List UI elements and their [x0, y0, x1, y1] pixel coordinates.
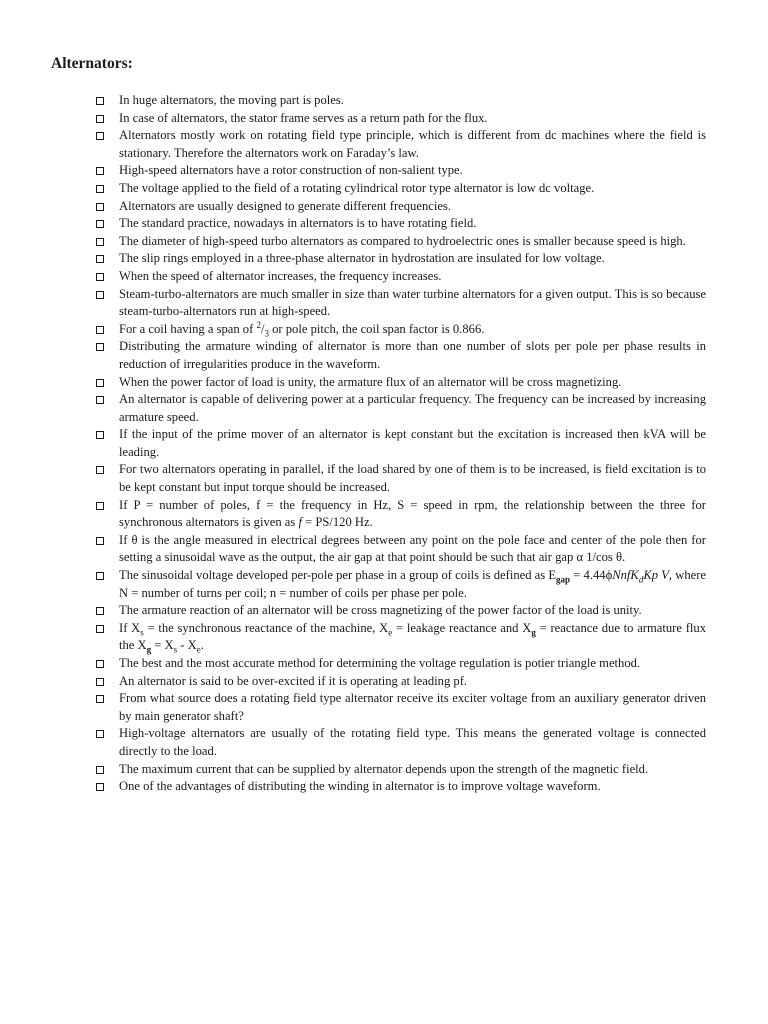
list-item — [96, 725, 706, 760]
square-bullet-icon — [96, 273, 104, 281]
list-item — [96, 461, 706, 496]
list-item — [96, 778, 706, 796]
list-item-text: The voltage applied to the field of a rotating cylindrical rotor type alternator is low dc voltage. — [119, 180, 595, 195]
square-bullet-icon — [96, 431, 104, 439]
list-item — [96, 338, 706, 373]
square-bullet-icon — [96, 326, 104, 334]
list-item-text: When the power factor of load is unity, the armature flux of an alternator will be cross magnetizing. — [119, 374, 622, 389]
square-bullet-icon — [96, 625, 104, 633]
list-item-text: The diameter of high-speed turbo alternators as compared to hydroelectric ones is smaller because speed is high. — [119, 233, 686, 248]
square-bullet-icon — [96, 466, 104, 474]
list-item — [96, 92, 706, 110]
square-bullet-icon — [96, 220, 104, 228]
list-item-text: One of the advantages of distributing the winding in alternator is to improve voltage waveform. — [119, 779, 601, 794]
square-bullet-icon — [96, 660, 104, 668]
list-item-text: High-voltage alternators are usually of the rotating field type. This means the generated voltage is connected directly to the load. — [119, 726, 706, 758]
square-bullet-icon — [96, 537, 104, 545]
square-bullet-icon — [96, 255, 104, 263]
list-item — [96, 127, 706, 162]
list-item — [96, 761, 706, 779]
list-item — [96, 321, 706, 339]
square-bullet-icon — [96, 695, 104, 703]
square-bullet-icon — [96, 132, 104, 140]
list-item — [96, 567, 706, 602]
list-item — [96, 655, 706, 673]
list-item — [96, 110, 706, 128]
list-item — [96, 673, 706, 691]
list-item — [96, 286, 706, 321]
list-item-text: If the input of the prime mover of an alternator is kept constant but the excitation is increased then kVA will be leading. — [119, 427, 706, 459]
list-item-text: The slip rings employed in a three-phase alternator in hydrostation are insulated for low voltage. — [119, 251, 605, 266]
list-item — [96, 162, 706, 180]
square-bullet-icon — [96, 203, 104, 211]
list-item-text: From what source does a rotating field type alternator receive its exciter voltage from an auxiliary generator driven by main generator shaft? — [119, 691, 706, 723]
square-bullet-icon — [96, 238, 104, 246]
list-item — [96, 391, 706, 426]
list-item — [96, 532, 706, 567]
list-item-text: For a coil having a span of $^2/_3$ or pole pitch, the coil span factor is 0.866. — [119, 319, 485, 339]
list-item-text: Alternators mostly work on rotating field type principle, which is different from dc machines where the field is stationary. Therefore the alternators work on Faraday’s law. — [119, 128, 706, 160]
square-bullet-icon — [96, 783, 104, 791]
square-bullet-icon — [96, 97, 104, 105]
list-item — [96, 215, 706, 233]
list-item-text: When the speed of alternator increases, the frequency increases. — [119, 268, 442, 283]
square-bullet-icon — [96, 730, 104, 738]
list-item-text: Steam-turbo-alternators are much smaller in size than water turbine alternators for a given output. This is so because steam-turbo-alternators run at high-speed. — [119, 286, 706, 319]
list-item-text: Distributing the armature winding of alternator is more than one number of slots per pole per phase results in reduction of irregularities produce in the waveform. — [119, 339, 706, 371]
list-item — [96, 180, 706, 198]
square-bullet-icon — [96, 678, 104, 686]
list-item — [96, 250, 706, 268]
list-item-text: For two alternators operating in parallel, if the load shared by one of them is to be increased, is field excitation is to be kept constant but input torque should be increased. — [119, 462, 706, 495]
list-item — [96, 602, 706, 620]
list-item-text: In huge alternators, the moving part is poles. — [119, 93, 344, 107]
list-item — [96, 198, 706, 216]
square-bullet-icon — [96, 343, 104, 351]
list-item-text: An alternator is capable of delivering power at a particular frequency. The frequency can be increased by increasing armature speed. — [119, 392, 706, 424]
square-bullet-icon — [96, 766, 104, 774]
list-item-text: The maximum current that can be supplied by alternator depends upon the strength of the magnetic field. — [119, 761, 649, 776]
list-item-text: Alternators are usually designed to generate different frequencies. — [119, 198, 451, 213]
list-item-text: If θ is the angle measured in electrical degrees between any point on the pole face and center of the pole then for setting a sinusoidal wave as the output, the air gap at that point should be such that air gap α 1/cos θ. — [119, 532, 706, 565]
list-item-text: The standard practice, nowadays in alternators is to have rotating field. — [119, 216, 477, 231]
list-item — [96, 233, 706, 251]
list-item-text: An alternator is said to be over-excited if it is operating at leading pf. — [119, 673, 468, 688]
list-item-text: In case of alternators, the stator frame serves as a return path for the flux. — [119, 110, 488, 125]
list-item-text: If $X_s$ = the synchronous reactance of the machine, $X_e$ = leakage reactance and $X_g$ = reactance due to armature flux the $X_g = X_s - X_e$. — [119, 620, 706, 655]
list-item — [96, 374, 706, 392]
list-item — [96, 620, 706, 655]
list-item — [96, 268, 706, 286]
list-item — [96, 426, 706, 461]
square-bullet-icon — [96, 115, 104, 123]
list-item-text: High-speed alternators have a rotor construction of non-salient type. — [119, 163, 463, 178]
square-bullet-icon — [96, 502, 104, 510]
square-bullet-icon — [96, 379, 104, 387]
square-bullet-icon — [96, 572, 104, 580]
list-item-text: If P = number of poles, f = the frequency in Hz, S = speed in rpm, the relationship between the three for synchronous alternators is given as f = PS/120 Hz. — [119, 497, 706, 530]
list-item — [96, 497, 706, 532]
square-bullet-icon — [96, 167, 104, 175]
list-item-text: The best and the most accurate method for determining the voltage regulation is potier triangle method. — [119, 656, 641, 670]
square-bullet-icon — [96, 607, 104, 615]
bullet-list — [96, 92, 706, 796]
square-bullet-icon — [96, 291, 104, 299]
list-item-text: The armature reaction of an alternator will be cross magnetizing of the power factor of the load is unity. — [119, 603, 642, 618]
list-item — [96, 690, 706, 725]
section-heading: Alternators: — [51, 55, 133, 72]
list-item-text: The sinusoidal voltage developed per-pole per phase in a group of coils is defined as $E_{gap}$ = 4.44ϕNnfK$_d$Kp V, where N = number of turns per coil; n = number of coils per phase per pole. — [119, 568, 706, 600]
square-bullet-icon — [96, 396, 104, 404]
square-bullet-icon — [96, 185, 104, 193]
